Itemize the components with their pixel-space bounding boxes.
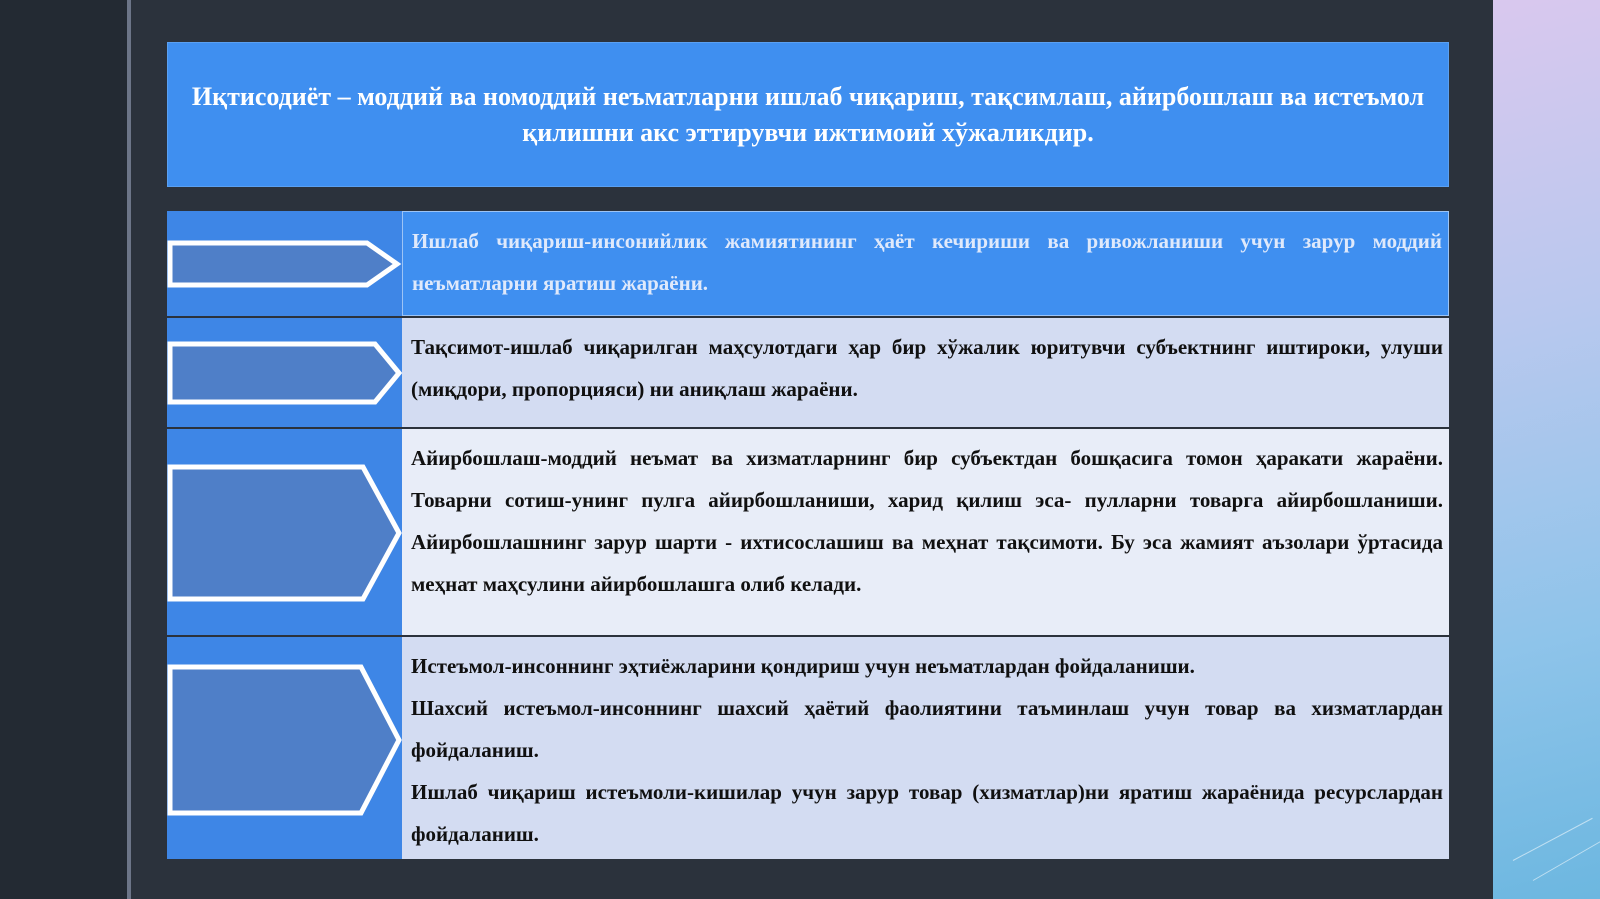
arrow-cell [167, 211, 402, 316]
stage-description-cell [402, 637, 1449, 859]
arrow-cell [167, 429, 402, 635]
table-row [167, 429, 1449, 635]
stage-text: Истеъмол-инсоннинг эҳтиёжларини қондириш учун неъматлардан фойдаланиши. [411, 654, 1195, 678]
stage-text: Айирбошлаш-моддий неъмат ва хизматларнинг бир субъектдан бошқасига томон ҳаракати жараёни. Товарни сотиш-унинг пулга айирбошланиши, харид қилиш эса- пулларни товарга айирбошланиши. Айирбошлашнинг зарур шарти - ихтисослашиш ва меҳнат тақсимоти. Бу эса жамият аъзолари ўртасида меҳнат маҳсулини айирбошлашга олиб келади. [411, 446, 1443, 596]
arrow-cell [167, 318, 402, 427]
left-margin [0, 0, 127, 899]
chevron-arrow-shape [167, 463, 403, 603]
chevron-arrow-shape [167, 239, 403, 289]
definition-header [167, 42, 1449, 187]
economy-stages-table [167, 211, 1449, 859]
table-row [167, 637, 1449, 859]
stage-text: Тақсимот-ишлаб чиқарилган маҳсулотдаги ҳар бир хўжалик юритувчи субъектнинг иштироки, улуши (миқдори, пропорцияси) ни аниқлаш жараёни. [411, 335, 1443, 401]
decorative-stroke [1513, 818, 1593, 861]
chevron-arrow-shape [167, 340, 403, 406]
stage-description-cell [402, 318, 1449, 427]
chevron-arrow-shape [167, 663, 403, 817]
table-row [167, 211, 1449, 316]
stage-description-cell [402, 429, 1449, 635]
decorative-gradient-panel [1493, 0, 1600, 899]
arrow-cell [167, 637, 402, 859]
stage-text: Ишлаб чиқариш истеъмоли-кишилар учун зарур товар (хизматлар)ни яратиш жараёнида ресурслардан фойдаланиш. [411, 780, 1443, 846]
decorative-stroke [1533, 840, 1600, 881]
stage-text: Шахсий истеъмол-инсоннинг шахсий ҳаётий фаолиятини таъминлаш учун товар ва хизматлардан фойдаланиш. [411, 696, 1443, 762]
definition-text: Иқтисодиёт – моддий ва номоддий неъматларни ишлаб чиқариш, тақсимлаш, айирбошлаш ва истеъмол қилишни акс эттирувчи ижтимоий хўжаликдир. [191, 81, 1425, 147]
stage-text: Ишлаб чиқариш-инсонийлик жамиятининг ҳаёт кечириши ва ривожланиши учун зарур моддий неъматларни яратиш жараёни. [412, 229, 1442, 295]
table-row [167, 318, 1449, 427]
stage-description-cell [402, 211, 1449, 316]
